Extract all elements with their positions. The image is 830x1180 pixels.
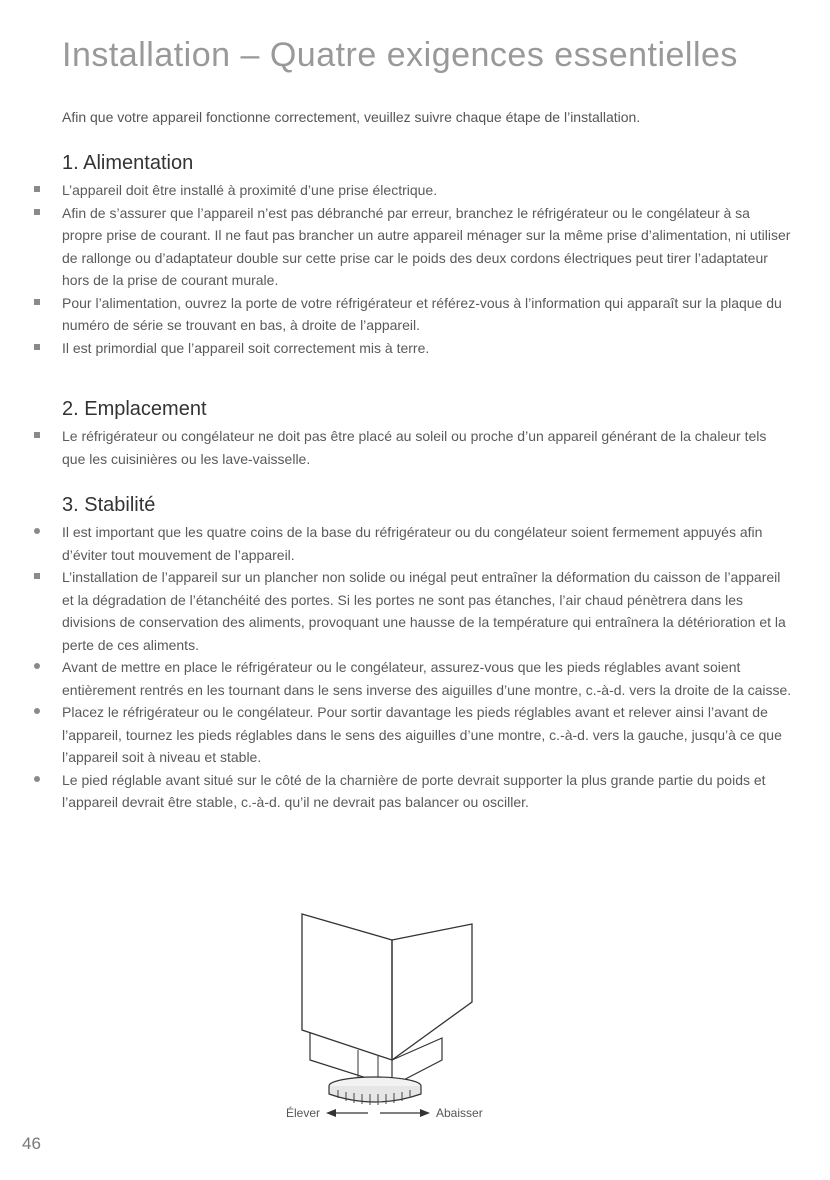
page-title: Installation – Quatre exigences essentielles [62, 36, 738, 74]
list-item: Afin de s’assurer que l’appareil n’est pas débranché par erreur, branchez le réfrigérateur ou le congélateur à sa propre prise de courant. Il ne faut pas brancher un autre appareil ménager sur la même prise d’alimentation, ni utiliser de rallonge ou d’adaptateur double sur cette prise car le poids des deux cordons électriques peut tirer l’adaptateur hors de la prise de courant murale. [62, 202, 792, 292]
right-arrow-icon [420, 1109, 430, 1117]
list-item: Le pied réglable avant situé sur le côté de la charnière de porte devrait supporter la plus grande partie du poids et l’appareil devrait être stable, c.-à-d. qu’il ne devrait pas balancer ou osciller. [62, 769, 792, 814]
intro-text: Afin que votre appareil fonctionne correctement, veuillez suivre chaque étape de l’installation. [62, 109, 641, 125]
list-item: L’installation de l’appareil sur un plancher non solide ou inégal peut entraîner la déformation du caisson de l’appareil et la dégradation de l’étanchéité des portes. Si les portes ne sont pas étanches, l’air chaud pénètrera dans les divisions de conservation des aliments, provoquant une hausse de la température qui entraînera la détérioration et la perte de ces aliments. [62, 566, 792, 656]
section-stabilite [62, 492, 792, 814]
raise-label: Élever [286, 1106, 321, 1120]
list-item: Il est primordial que l’appareil soit correctement mis à terre. [62, 337, 792, 360]
bullet-icon [34, 299, 40, 305]
section-heading-emplacement: 2. Emplacement [62, 398, 207, 420]
list-item: Le réfrigérateur ou congélateur ne doit pas être placé au soleil ou proche d’un appareil générant de la chaleur tels que les cuisinières ou les lave-vaisselle. [62, 425, 792, 470]
bullet-icon [34, 528, 40, 534]
page-number: 46 [22, 1134, 41, 1153]
list-item: Il est important que les quatre coins de la base du réfrigérateur ou du congélateur soient fermement appuyés afin d’éviter tout mouvement de l’appareil. [62, 521, 792, 566]
section-heading-alimentation: 1. Alimentation [62, 152, 194, 174]
section-alimentation [62, 150, 792, 359]
bullet-icon [34, 209, 40, 215]
bullet-list-stabilite [62, 521, 792, 814]
adjustable-foot-illustration [280, 910, 520, 1130]
lower-label: Abaisser [436, 1106, 483, 1120]
left-arrow-icon [326, 1109, 336, 1117]
list-item: L’appareil doit être installé à proximité d’une prise électrique. [62, 179, 792, 202]
bullet-icon [34, 776, 40, 782]
bullet-icon [34, 344, 40, 350]
section-emplacement [62, 396, 792, 470]
bullet-list-emplacement [62, 425, 792, 470]
section-heading-stabilite: 3. Stabilité [62, 494, 156, 516]
bullet-list-alimentation [62, 179, 792, 359]
list-item: Pour l’alimentation, ouvrez la porte de votre réfrigérateur et référez-vous à l’information qui apparaît sur la plaque du numéro de série se trouvant en bas, à droite de l’appareil. [62, 292, 792, 337]
bullet-icon [34, 708, 40, 714]
list-item: Placez le réfrigérateur ou le congélateur. Pour sortir davantage les pieds réglables avant et relever ainsi l’avant de l’appareil, tournez les pieds réglables dans le sens des aiguilles d’une montre, c.-à-d. vers la gauche, jusqu’à ce que l’appareil soit à niveau et stable. [62, 701, 792, 769]
bullet-icon [34, 186, 40, 192]
bullet-icon [34, 573, 40, 579]
bullet-icon [34, 663, 40, 669]
list-item: Avant de mettre en place le réfrigérateur ou le congélateur, assurez-vous que les pieds réglables avant soient entièrement rentrés en les tournant dans le sens inverse des aiguilles d’une montre, c.-à-d. vers la droite de la caisse. [62, 656, 792, 701]
adjustable-foot-figure [280, 910, 520, 1130]
bullet-icon [34, 432, 40, 438]
